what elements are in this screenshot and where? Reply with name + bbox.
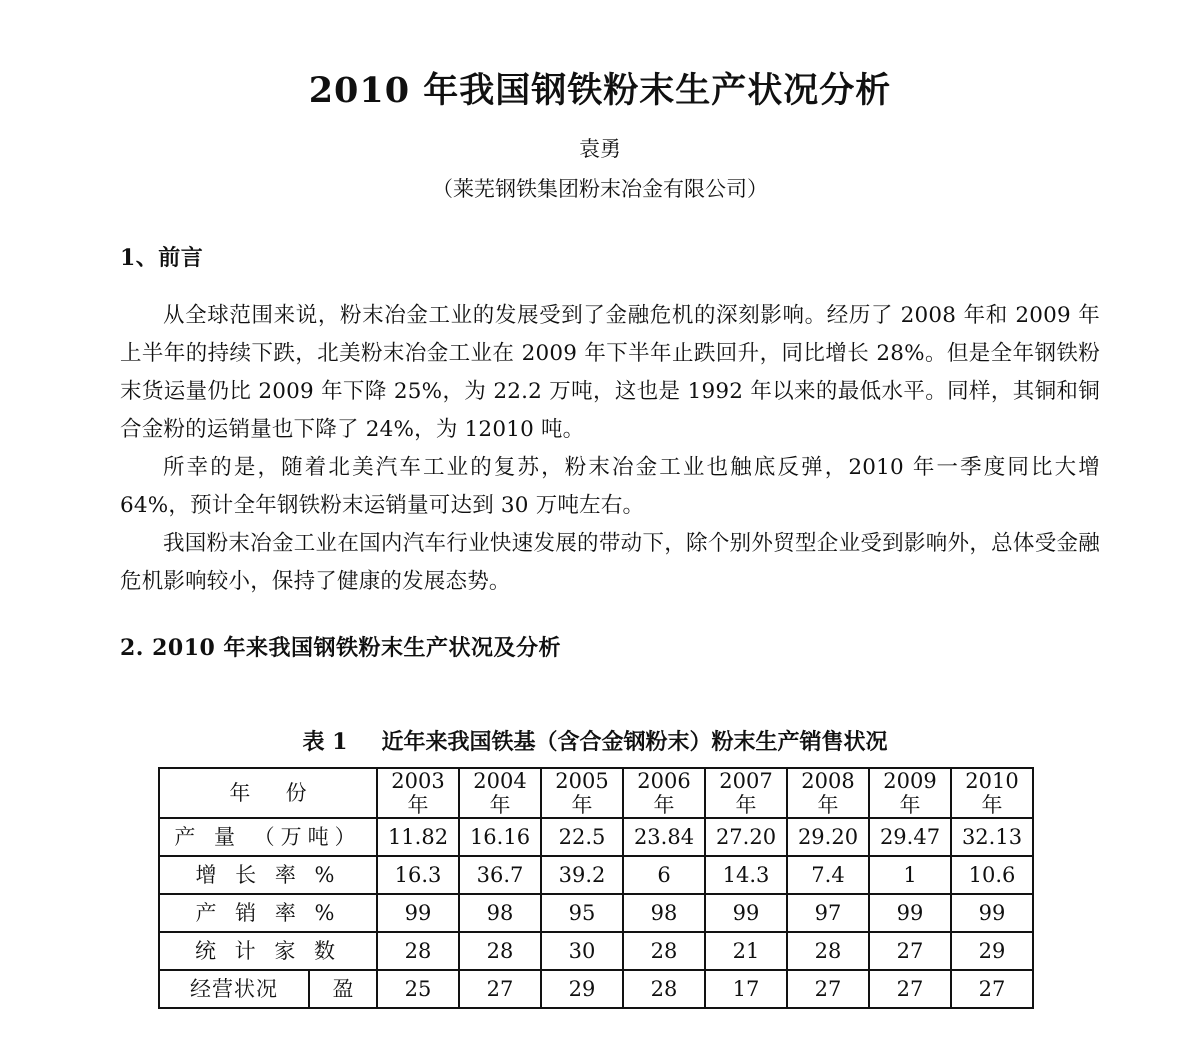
table-caption-label: 表 1 bbox=[302, 729, 348, 756]
table-cell: 16.3 bbox=[377, 856, 459, 894]
paragraph: 我国粉末冶金工业在国内汽车行业快速发展的带动下，除个别外贸型企业受到影响外，总体受金融危机影响较小，保持了健康的发展态势。 bbox=[120, 531, 1100, 595]
table-cell: 98 bbox=[623, 894, 705, 932]
table-header-year bbox=[787, 768, 869, 818]
document-body bbox=[0, 245, 1200, 1009]
year-number: 2007 bbox=[719, 768, 773, 793]
author-name: 袁勇 bbox=[579, 136, 621, 161]
table-cell: 99 bbox=[705, 894, 787, 932]
table-cell: 27 bbox=[869, 932, 951, 970]
table-row bbox=[159, 856, 1033, 894]
year-number: 2006 bbox=[637, 768, 691, 793]
year-unit: 年 bbox=[899, 793, 921, 817]
header-label-right: 份 bbox=[285, 780, 307, 805]
table-cell: 36.7 bbox=[459, 856, 541, 894]
author-affiliation: （莱芜钢铁集团粉末冶金有限公司） bbox=[432, 176, 768, 201]
table-header-year bbox=[541, 768, 623, 818]
table-cell: 7.4 bbox=[787, 856, 869, 894]
table-header-year bbox=[377, 768, 459, 818]
table-cell: 28 bbox=[787, 932, 869, 970]
table-container bbox=[120, 767, 1100, 1009]
table-cell: 27 bbox=[787, 970, 869, 1008]
table-cell: 25 bbox=[377, 970, 459, 1008]
table-row bbox=[159, 970, 1033, 1008]
year-number: 2003 bbox=[391, 768, 445, 793]
year-unit: 年 bbox=[407, 793, 429, 817]
section-heading-2: 2. 2010 年来我国钢铁粉末生产状况及分析 bbox=[120, 635, 562, 662]
paragraph: 所幸的是，随着北美汽车工业的复苏，粉末冶金工业也触底反弹，2010 年一季度同比大增 64%，预计全年钢铁粉末运销量可达到 30 万吨左右。 bbox=[120, 455, 1100, 519]
table-cell: 10.6 bbox=[951, 856, 1033, 894]
table-cell: 28 bbox=[377, 932, 459, 970]
table-cell: 29 bbox=[541, 970, 623, 1008]
year-number: 2005 bbox=[555, 768, 609, 793]
row-label: 产 量 （万吨） bbox=[159, 818, 377, 856]
table-cell: 99 bbox=[377, 894, 459, 932]
table-cell: 97 bbox=[787, 894, 869, 932]
year-number: 2004 bbox=[473, 768, 527, 793]
table-header-year bbox=[705, 768, 787, 818]
table-cell: 32.13 bbox=[951, 818, 1033, 856]
year-unit: 年 bbox=[653, 793, 675, 817]
table-cell: 6 bbox=[623, 856, 705, 894]
table-cell: 27 bbox=[869, 970, 951, 1008]
table-cell: 27.20 bbox=[705, 818, 787, 856]
production-sales-table bbox=[158, 767, 1034, 1009]
table-cell: 22.5 bbox=[541, 818, 623, 856]
table-cell: 23.84 bbox=[623, 818, 705, 856]
table-row bbox=[159, 894, 1033, 932]
table-header-year bbox=[623, 768, 705, 818]
row-label: 产 销 率 % bbox=[159, 894, 377, 932]
year-unit: 年 bbox=[817, 793, 839, 817]
table-cell: 14.3 bbox=[705, 856, 787, 894]
table-cell: 17 bbox=[705, 970, 787, 1008]
year-number: 2010 bbox=[965, 768, 1019, 793]
table-cell: 21 bbox=[705, 932, 787, 970]
table-cell: 27 bbox=[459, 970, 541, 1008]
year-unit: 年 bbox=[981, 793, 1003, 817]
table-row bbox=[159, 818, 1033, 856]
table-cell: 16.16 bbox=[459, 818, 541, 856]
table-cell: 29.47 bbox=[869, 818, 951, 856]
table-row bbox=[159, 932, 1033, 970]
page-title: 2010 年我国钢铁粉末生产状况分析 bbox=[308, 70, 892, 111]
year-unit: 年 bbox=[735, 793, 757, 817]
table-header-year bbox=[951, 768, 1033, 818]
table-cell: 99 bbox=[869, 894, 951, 932]
header-label-left: 年 bbox=[229, 780, 251, 805]
row-sublabel: 盈 bbox=[309, 970, 377, 1008]
row-label: 统 计 家 数 bbox=[159, 932, 377, 970]
table-cell: 27 bbox=[951, 970, 1033, 1008]
table-cell: 39.2 bbox=[541, 856, 623, 894]
section-heading-1: 1、前言 bbox=[120, 244, 204, 271]
table-header-row bbox=[159, 768, 1033, 818]
table-header-year bbox=[459, 768, 541, 818]
section-1-paragraphs bbox=[120, 297, 1100, 601]
table-corner-label bbox=[159, 768, 377, 818]
table-cell: 29.20 bbox=[787, 818, 869, 856]
table-cell: 95 bbox=[541, 894, 623, 932]
table-caption bbox=[120, 661, 1100, 755]
table-cell: 29 bbox=[951, 932, 1033, 970]
table-cell: 28 bbox=[623, 932, 705, 970]
table-cell: 99 bbox=[951, 894, 1033, 932]
table-header-year bbox=[869, 768, 951, 818]
year-number: 2008 bbox=[801, 768, 855, 793]
table-cell: 11.82 bbox=[377, 818, 459, 856]
table-cell: 30 bbox=[541, 932, 623, 970]
year-unit: 年 bbox=[571, 793, 593, 817]
table-cell: 1 bbox=[869, 856, 951, 894]
row-label: 经营状况 bbox=[159, 970, 309, 1008]
paragraph: 从全球范围来说，粉末冶金工业的发展受到了金融危机的深刻影响。经历了 2008 年和 2009 年上半年的持续下跌，北美粉末冶金工业在 2009 年下半年止跌回升，同比增长 28%。但是全年钢铁粉末货运量仍比 2009 年下降 25%，为 22.2 万吨，这也是 1992 年以来的最低水平。同样，其铜和铜合金粉的运销量也下降了 24%，为 12010 吨。 bbox=[120, 303, 1100, 443]
table-cell: 28 bbox=[623, 970, 705, 1008]
year-number: 2009 bbox=[883, 768, 937, 793]
table-cell: 98 bbox=[459, 894, 541, 932]
table-caption-text: 近年来我国铁基（含合金钢粉末）粉末生产销售状况 bbox=[381, 729, 888, 756]
row-label: 增 长 率 % bbox=[159, 856, 377, 894]
year-unit: 年 bbox=[489, 793, 511, 817]
table-cell: 28 bbox=[459, 932, 541, 970]
